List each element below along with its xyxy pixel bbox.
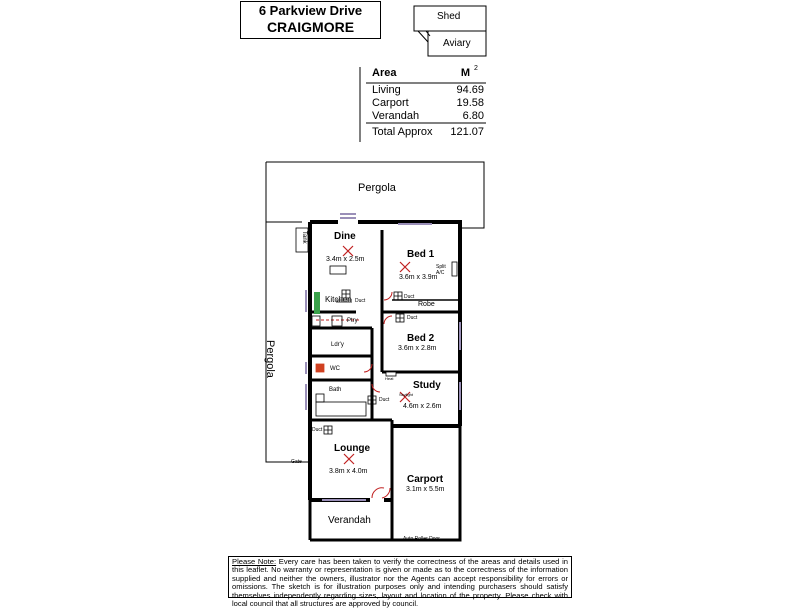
area-row-label: Verandah bbox=[372, 110, 420, 122]
pergola-top-label: Pergola bbox=[358, 182, 396, 194]
robe-label: Robe bbox=[418, 301, 435, 308]
address-line1: 6 Parkview Drive bbox=[258, 3, 363, 18]
study-size: 4.6m x 2.6m bbox=[403, 403, 442, 410]
area-row-carport bbox=[372, 97, 484, 109]
area-total-label: Total Approx bbox=[372, 126, 433, 138]
doors bbox=[364, 292, 392, 498]
area-table bbox=[356, 64, 486, 142]
split-ac-unit bbox=[452, 262, 457, 276]
area-row-total bbox=[372, 126, 484, 138]
wc-label: WC bbox=[330, 366, 340, 372]
gate-label: Gate bbox=[291, 459, 302, 465]
tank-label: Tank bbox=[301, 231, 307, 244]
bath-label: Bath bbox=[329, 387, 342, 393]
laundry-label: Ldr'y bbox=[331, 342, 344, 348]
kitchen-duct-label: Duct bbox=[355, 298, 366, 304]
bed1-label: Bed 1 bbox=[407, 249, 435, 260]
kitchen-label: Kitchen bbox=[325, 295, 352, 304]
bed1-size: 3.6m x 3.9m bbox=[399, 274, 438, 281]
dine-size: 3.4m x 2.5m bbox=[326, 256, 365, 263]
carport-size: 3.1m x 5.5m bbox=[406, 486, 445, 493]
area-row-value: 94.69 bbox=[456, 84, 484, 96]
pergola-side-label: Pergola bbox=[264, 340, 276, 378]
area-total-value: 121.07 bbox=[450, 126, 484, 138]
pantry-label: Ptry bbox=[347, 318, 358, 324]
disclaimer-box bbox=[228, 556, 572, 608]
area-row-living bbox=[372, 84, 484, 96]
address-line2: CRAIGMORE bbox=[266, 19, 355, 35]
verandah-label: Verandah bbox=[328, 515, 371, 526]
area-table-header bbox=[372, 67, 484, 79]
bed2-size: 3.6m x 2.8m bbox=[398, 345, 437, 352]
carport-label: Carport bbox=[407, 474, 444, 485]
bed2-label: Bed 2 bbox=[407, 333, 435, 344]
shed-label: Shed bbox=[437, 11, 461, 22]
lounge-size: 3.8m x 4.0m bbox=[329, 468, 368, 475]
disclaimer-heading: Please Note: bbox=[232, 557, 277, 566]
split-ac-label: Split A/C bbox=[436, 264, 446, 276]
bath-duct-label: Duct bbox=[379, 397, 390, 403]
lounge-label: Lounge bbox=[334, 443, 371, 454]
area-row-value: 19.58 bbox=[456, 97, 484, 109]
area-row-label: Carport bbox=[372, 97, 409, 109]
area-unit-heading: M bbox=[460, 67, 470, 79]
disclaimer-body: Every care has been taken to verify the correctness of the areas and details used in this leaflet. No warranty or representation is given or made as to the correctness of the information supplied and neither the owners, illustrator nor the Agents can accept responsibility for errors or omissions. The sketch is for illustration purposes only and intending purchasers should satisfy themselves independently regarding sizes, layout and location of the property. Please check with local council that all structures are approved by council. bbox=[232, 557, 568, 608]
aviary-label: Aviary bbox=[443, 38, 471, 49]
area-row-value: 6.80 bbox=[462, 110, 484, 122]
heat-label: Heat bbox=[385, 376, 394, 381]
area-unit-superscript: 2 bbox=[474, 65, 478, 72]
area-row-label: Living bbox=[372, 84, 401, 96]
area-row-verandah bbox=[372, 110, 484, 122]
lounge-duct-label: Duct bbox=[312, 427, 323, 433]
study-label: Study bbox=[413, 380, 441, 391]
dine-label: Dine bbox=[334, 231, 356, 242]
area-heading: Area bbox=[372, 67, 397, 79]
auto-roller-door-label: Auto Roller Door bbox=[403, 536, 440, 542]
skylight-label: Skylight bbox=[399, 392, 414, 397]
bed1-duct-label: Duct bbox=[404, 294, 415, 300]
robe-duct-label: Duct bbox=[407, 315, 418, 321]
